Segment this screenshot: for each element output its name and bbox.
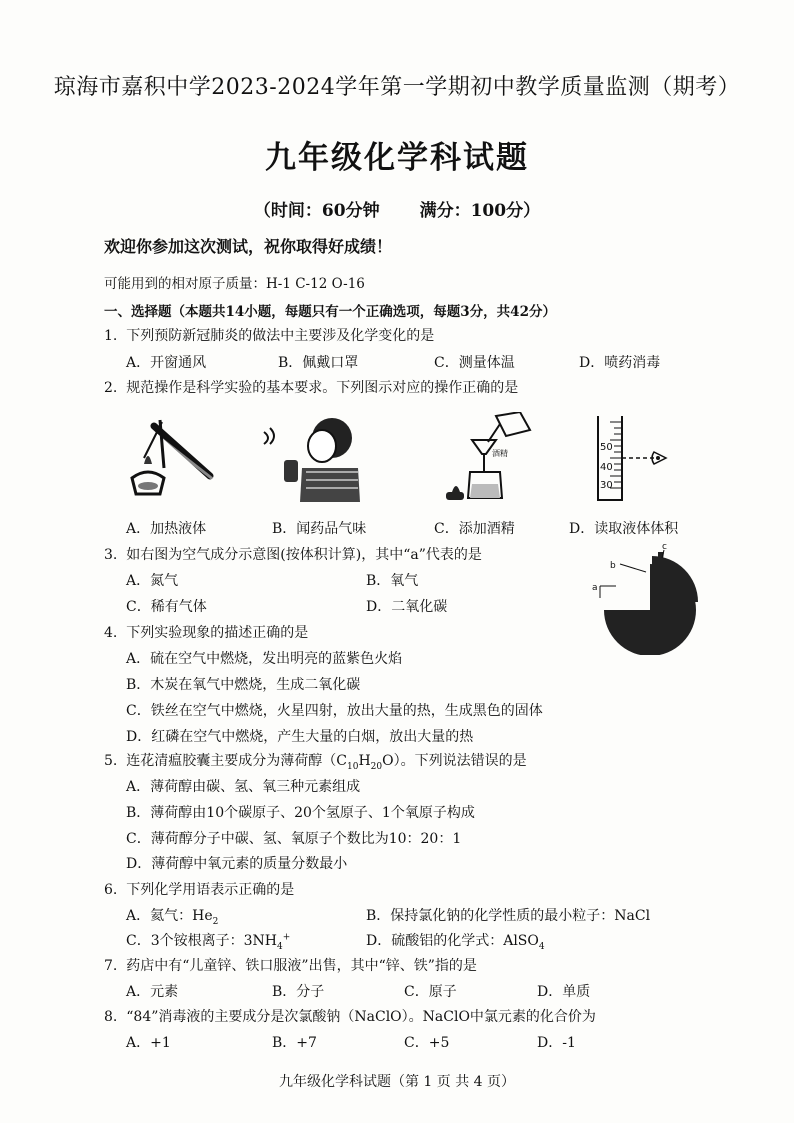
page-footer: 九年级化学科试题（第 1 页 共 4 页） <box>278 1074 516 1090</box>
question-number: 3. <box>104 547 118 563</box>
pie-label-a: a <box>592 583 598 593</box>
q5-option-a: A．薄荷醇由碳、氢、氧三种元素组成 <box>126 779 361 795</box>
alcohol-bottle <box>496 412 530 436</box>
atomic-masses: 可能用到的相对原子质量：H-1 C-12 O-16 <box>104 276 365 292</box>
welcome-message: 欢迎你参加这次测试，祝你取得好成绩！ <box>104 237 393 256</box>
question-text: 下列化学用语表示正确的是 <box>126 882 295 898</box>
q1-option-d: D．喷药消毒 <box>579 355 661 371</box>
section-heading: 一、选择题（本题共14小题，每题只有一个正确选项，每题3分，共42分） <box>104 304 556 320</box>
q5-option-c: C．薄荷醇分子中碳、氢、氧原子个数比为10：20：1 <box>126 831 462 847</box>
tick-label-30: 30 <box>600 480 613 491</box>
question-5 <box>104 750 527 772</box>
question-7 <box>104 955 477 975</box>
person-body <box>300 468 360 502</box>
q5-option-d: D．薄荷醇中氧元素的质量分数最小 <box>126 856 348 872</box>
question-text: 规范操作是科学实验的基本要求。下列图示对应的操作正确的是 <box>126 380 519 396</box>
q7-option-d: D．单质 <box>537 984 591 1000</box>
q1-option-a: A．开窗通风 <box>126 355 207 371</box>
q8-option-a: A．+1 <box>126 1035 171 1051</box>
q4-option-a: A．硫在空气中燃烧，发出明亮的蓝紫色火焰 <box>126 651 403 667</box>
exam-full-score: 满分：100分） <box>419 201 541 221</box>
reagent-bottle <box>284 460 298 482</box>
q6-option-a: A．氦气：$He_2$ <box>126 908 219 927</box>
q8-option-d: D．-1 <box>537 1035 576 1051</box>
question-text: 下列预防新冠肺炎的做法中主要涉及化学变化的是 <box>126 328 435 344</box>
pie-label-c: c <box>662 542 667 552</box>
tube-holder <box>160 420 164 468</box>
heating-liquid-figure <box>122 408 232 503</box>
question-number: 6. <box>104 882 118 898</box>
question-number: 5. <box>104 753 118 769</box>
alcohol-label: 酒精 <box>492 449 508 458</box>
question-text: 下列实验现象的描述正确的是 <box>126 625 309 641</box>
air-composition-pie <box>590 540 700 655</box>
q6-option-b: B．保持氯化钠的化学性质的最小粒子：NaCl <box>366 908 651 924</box>
q2-option-d: D．读取液体体积 <box>569 521 679 537</box>
question-2 <box>104 377 518 397</box>
q3-option-b: B．氧气 <box>366 573 419 589</box>
q4-option-d: D．红磷在空气中燃烧，产生大量的白烟，放出大量的热 <box>126 729 474 745</box>
exam-time: （时间：60分钟 <box>253 201 380 221</box>
person-face <box>308 430 336 462</box>
tick-label-40: 40 <box>600 462 613 473</box>
question-text: 如右图为空气成分示意图(按体积计算)，其中“a”代表的是 <box>126 547 482 563</box>
question-number: 4. <box>104 625 118 641</box>
q2-option-c: C．添加酒精 <box>434 521 515 537</box>
q3-option-c: C．稀有气体 <box>126 599 207 615</box>
q3-option-a: A．氮气 <box>126 573 179 589</box>
q5-option-b: B．薄荷醇由10个碳原子、20个氢原子、1个氧原子构成 <box>126 805 475 821</box>
q6-option-d: D．硫酸铝的化学式：AlSO$_4$ <box>366 933 545 952</box>
adding-alcohol-figure <box>438 412 538 502</box>
q2-option-a: A．加热液体 <box>126 521 207 537</box>
question-1 <box>104 325 434 345</box>
question-3 <box>104 544 482 564</box>
q7-option-b: B．分子 <box>272 984 325 1000</box>
pie-label-b: b <box>610 561 616 571</box>
tick-label-50: 50 <box>600 442 613 453</box>
q6-option-c: C．3个铵根离子：$3NH_4^+$ <box>126 932 291 952</box>
question-number: 2. <box>104 380 118 396</box>
q4-option-b: B．木炭在氧气中燃烧，生成二氧化碳 <box>126 677 361 693</box>
q1-option-b: B．佩戴口罩 <box>278 355 359 371</box>
question-6 <box>104 879 294 899</box>
q2-option-b: B．闻药品气味 <box>272 521 367 537</box>
question-number: 7. <box>104 958 118 974</box>
smelling-figure <box>262 412 362 502</box>
question-4 <box>104 622 308 642</box>
exam-title: 九年级化学科试题 <box>265 140 529 176</box>
question-number: 1. <box>104 328 118 344</box>
q8-option-b: B．+7 <box>272 1035 317 1051</box>
q7-option-a: A．元素 <box>126 984 179 1000</box>
question-8 <box>104 1006 596 1026</box>
q8-option-c: C．+5 <box>404 1035 450 1051</box>
waft-lines <box>264 428 274 444</box>
time-score-line <box>0 196 794 221</box>
flame-icon <box>452 486 460 492</box>
question-number: 8. <box>104 1009 118 1025</box>
question-text: “84”消毒液的主要成分是次氯酸钠（NaClO）。NaClO中氯元素的化合价为 <box>126 1009 596 1025</box>
question-text: 药店中有“儿童锌、铁口服液”出售，其中“锌、铁”指的是 <box>126 958 477 974</box>
q7-option-c: C．原子 <box>404 984 457 1000</box>
q1-option-c: C．测量体温 <box>434 355 515 371</box>
exam-header: 琼海市嘉积中学2023-2024学年第一学期初中教学质量监测（期考） <box>53 75 741 100</box>
q3-option-d: D．二氧化碳 <box>366 599 448 615</box>
q4-option-c: C．铁丝在空气中燃烧，火星四射，放出大量的热，生成黑色的固体 <box>126 703 543 719</box>
question-text: 连花清瘟胶囊主要成分为薄荷醇$(C_{10}H_{20}O)$。下列说法错误的是 <box>126 753 527 772</box>
graduated-cylinder-figure <box>592 412 672 504</box>
